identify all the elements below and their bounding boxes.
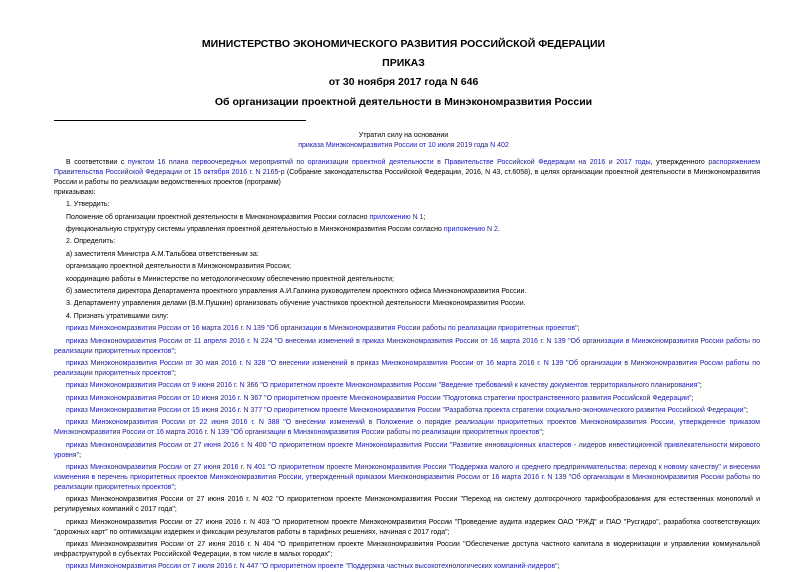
item-end: ;	[691, 394, 694, 402]
clause-2a-1: организацию проектной деятельности в Минэкономразвития России;	[66, 263, 291, 271]
repealed-order-item	[54, 463, 760, 493]
clause-text: функциональную структуру системы управления проектной деятельностью в Минэкономразвития России согласно	[66, 225, 444, 233]
item-end: ;	[174, 347, 176, 355]
item-end: ;	[79, 451, 82, 459]
clause-4-head: 4. Признать утратившими силу:	[66, 312, 169, 320]
repealed-order-item	[54, 324, 760, 334]
repealed-order-item: приказ Минэкономразвития России от 27 июня 2016 г. N 402 "О приоритетном проекте Минэкономразвития России "Переход на систему долгосрочного тарифообразования для естественных монополий и регулируемых компаний с 2017 года";	[54, 496, 760, 514]
preamble-text: , утвержденного	[650, 159, 705, 166]
repealed-order-link[interactable]: приказ Минэкономразвития России от 15 июня 2016 г. N 377 "О приоритетном проекте Минэкономразвития России "Разработка проекта стратегии социально-экономического развития Российской Федерации"	[66, 407, 747, 415]
order-word: приказываю:	[54, 188, 96, 196]
status-note: Утратил силу на основании	[358, 132, 449, 139]
clause-text: Положение об организации проектной деятельности в Минэкономразвития России согласно	[66, 213, 370, 221]
repealed-order-link[interactable]: приказ Минэкономразвития России от 27 июня 2016 г. N 400 "О приоритетном проекте Минэкономразвития России "Развитие инновационных кластеров - лидеров инвестиционной привлекательности мирового уровня"	[54, 441, 760, 459]
item-end: ;	[577, 325, 580, 333]
clause-1b	[54, 225, 760, 235]
repealed-order-item	[54, 359, 760, 379]
item-end: ;	[174, 483, 176, 491]
item-end: ;	[699, 382, 702, 390]
preamble-text: В соответствии с	[66, 159, 125, 166]
repealed-order-item	[54, 418, 760, 438]
clause-text: .	[497, 225, 500, 233]
repealed-order-item	[54, 394, 760, 404]
status-link[interactable]: приказа Минэкономразвития России от 10 июля 2019 года N 402	[298, 142, 509, 149]
decree-link[interactable]: распоряжением Правительства Российской Федерации от 15 октября 2016 г. N 2165-р	[54, 159, 761, 176]
clause-1a	[54, 213, 760, 223]
repealed-order-item	[54, 381, 760, 391]
plan-link[interactable]: пунктом 16 плана первоочередных мероприятий по организации проектной деятельности в Правительстве Российской Федерации на 2016 и 2017 годы	[127, 159, 651, 166]
clause-2-head: 2. Определить:	[66, 238, 116, 246]
document-title: Об организации проектной деятельности в Минэкономразвития России	[214, 96, 593, 108]
repealed-order-item	[54, 441, 760, 461]
repealed-order-link[interactable]: приказ Минэкономразвития России от 9 июня 2016 г. N 366 "О приоритетном проекте Минэкономразвития России "Введение требований к качеству документов территориального планирования"	[66, 382, 700, 390]
item-end: ;	[746, 407, 748, 415]
document-body	[54, 158, 760, 572]
repealed-order-item	[54, 337, 760, 357]
clause-2a-2: координацию работы в Министерстве по методологическому обеспечению проектной деятельности;	[66, 275, 394, 283]
repealed-order-item: приказ Минэкономразвития России от 27 июня 2016 г. N 404 "О приоритетном проекте Минэкономразвития России "Обеспечение доступа частного капитала в модернизации и управлении коммунальной инфраструктурой в субъектах Российской Федерации, в том числе в малых городах";	[54, 540, 760, 558]
repealed-order-link[interactable]: приказ Минэкономразвития России от 30 мая 2016 г. N 328 "О внесении изменений в приказ Минэкономразвития России от 16 марта 2016 г. N 139 "Об организации в Минэкономразвития России работы по реализации приоритетных проектов"	[54, 359, 760, 377]
preamble-text: (Собрание законодательства Российской Федерации, 2016, N 43, ст.6058), в целях организации проектной деятельности в Минэкономразвития России и работы по реализации ведомственных проектов (программ)	[54, 168, 760, 186]
item-end: ;	[541, 429, 544, 437]
repealed-order-item: приказ Минэкономразвития России от 27 июня 2016 г. N 403 "О приоритетном проекте Минэкономразвития России "Проведение аудита издержек ОАО "РЖД" и ПАО "Русгидро", разработка соответствующих "дорожных карт" по оптимизации издержек и фиксации результатов работы в тарифных решениях, начиная с 2017 года";	[54, 518, 760, 536]
clause-3: 3. Департаменту управления делами (В.М.Пушкин) организовать обучение участников проектной деятельности Минэкономразвития России.	[66, 300, 526, 308]
repealed-order-link[interactable]: приказ Минэкономразвития России от 16 марта 2016 г. N 139 "Об организации в Минэкономразвития России работы по реализации приоритетных проектов"	[66, 325, 578, 333]
repealed-order-link[interactable]: приказ Минэкономразвития России от 27 июня 2016 г. N 401 "О приоритетном проекте Минэкономразвития России "Поддержка малого и среднего предпринимательства: переход к новому качеству" и внесении изменения в перечень приоритетных проектов Минэкономразвития России, утвержденный приказом Минэкономразвития России от 16 марта 2016 г. N 139 "Об организации в Минэкономразвития России работы по реализации приоритетных проектов"	[54, 464, 760, 491]
repealed-order-item	[54, 406, 760, 416]
ministry-name: МИНИСТЕРСТВО ЭКОНОМИЧЕСКОГО РАЗВИТИЯ РОССИЙСКОЙ ФЕДЕРАЦИИ	[201, 38, 606, 50]
appendix-2-link[interactable]: приложению N 2	[443, 225, 498, 233]
document-date-number: от 30 ноября 2017 года N 646	[328, 76, 479, 88]
clause-2b: б) заместителя директора Департамента проектного управления А.И.Галкина руководителем проектного офиса Минэкономразвития России.	[66, 287, 527, 295]
repealed-order-link[interactable]: приказ Минэкономразвития России от 22 июня 2016 г. N 388 "О внесении изменений в Положение о порядке реализации приоритетных проектов Минэкономразвития России, утвержденное приказом Минэкономразвития России от 16 марта 2016 г. N 139 "Об организации в Минэкономразвития России работы по реализации приоритетных проектов"	[54, 419, 760, 437]
document-type: ПРИКАЗ	[382, 57, 425, 69]
repealed-order-link[interactable]: приказ Минэкономразвития России от 7 июля 2016 г. N 447 "О приоритетном проекте "Поддержка частных высокотехнологических компаний-лидеров"	[66, 563, 558, 571]
header-divider	[54, 120, 306, 121]
item-end: ;	[557, 563, 560, 571]
appendix-1-link[interactable]: приложению N 1	[369, 213, 424, 221]
repealed-order-link[interactable]: приказ Минэкономразвития России от 11 апреля 2016 г. N 224 "О внесении изменений в приказ Минэкономразвития России от 16 марта 2016 г. N 139 "Об организации в Минэкономразвития России работы по реализации приоритетных проектов"	[54, 337, 760, 355]
repealed-order-link[interactable]: приказ Минэкономразвития России от 10 июня 2016 г. N 367 "О приоритетном проекте Минэкономразвития России "Подготовка стратегии пространственного развития Российской Федерации"	[66, 394, 692, 402]
item-end: ;	[174, 369, 176, 377]
clause-2a: а) заместителя Министра А.М.Тальбова ответственным за:	[66, 250, 259, 258]
clause-text: ;	[423, 213, 426, 221]
clause-1-head: 1. Утвердить:	[66, 201, 110, 209]
preamble	[54, 158, 760, 188]
